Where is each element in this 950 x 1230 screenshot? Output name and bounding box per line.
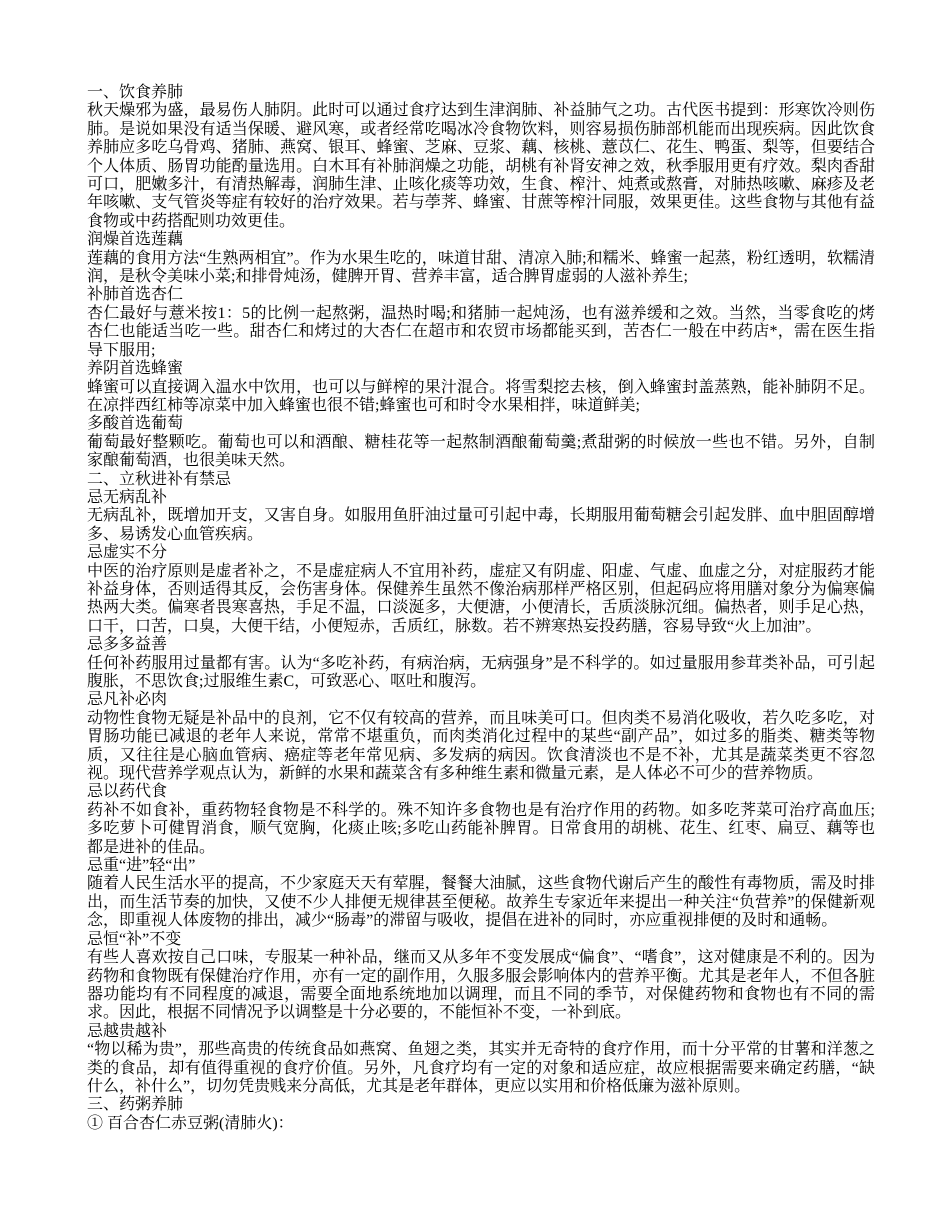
paragraph: ① 百合杏仁赤豆粥(清肺火)： [87,1114,294,1132]
paragraph: 随着人民生活水平的提高，不少家庭天天有荤腥，餐餐大油腻，这些食物代谢后产生的酸性有毒物质，需及时排出，而生活节奏的加快，又使不少人排便无规律甚至便秘。故养生专家近年来提出一种关注“负营养”的保健新观念，即重视人体废物的排出，减少“肠毒”的滞留与吸收，提倡在进补的同时，亦应重视排便的及时和通畅。 [87,875,875,930]
sub-heading: 补肺首选杏仁 [87,286,184,304]
paragraph: 莲藕的食用方法“生熟两相宜”。作为水果生吃的，味道甘甜、清凉入肺;和糯米、蜂蜜一起蒸，粉红透明，软糯清润，是秋令美味小菜;和排骨炖汤，健脾开胃、营养丰富，适合脾胃虚弱的人滋补养生; [87,249,875,286]
paragraph: 蜂蜜可以直接调入温水中饮用，也可以与鲜榨的果汁混合。将雪梨挖去核，倒入蜂蜜封盖蒸熟，能补肺阴不足。在凉拌西红柿等凉菜中加入蜂蜜也很不错;蜂蜜也可和时令水果相拌，味道鲜美; [87,378,875,414]
sub-heading: 忌以药代食 [87,783,168,801]
paragraph: 动物性食物无疑是补品中的良剂，它不仅有较高的营养，而且味美可口。但肉类不易消化吸收，若久吃多吃，对胃肠功能已减退的老年人来说，常常不堪重负，而肉类消化过程中的某些“副产品”，如过多的脂类、糖类等物质，又往往是心脑血管病、癌症等老年常见病、多发病的病因。饮食清淡也不是不补，尤其是蔬菜类更不容忽视。现代营养学观点认为，新鲜的水果和蔬菜含有多种维生素和微量元素，是人体必不可少的营养物质。 [87,709,875,783]
paragraph: 任何补药服用过量都有害。认为“多吃补药，有病治病，无病强身”是不科学的。如过量服用参茸类补品，可引起腹胀，不思饮食;过服维生素C，可致恶心、呕吐和腹泻。 [87,654,875,690]
paragraph: 有些人喜欢按自己口味，专服某一种补品，继而又从多年不变发展成“偏食”、“嗜食”，这对健康是不利的。因为药物和食物既有保健治疗作用，亦有一定的副作用，久服多服会影响体内的营养平衡。尤其是老年人，不但各脏器功能均有不同程度的减退，需要全面地系统地加以调理，而且不同的季节，对保健药物和食物也有不同的需求。因此，根据不同情况予以调整是十分必要的，不能恒补不变，一补到底。 [87,949,875,1022]
sub-heading: 润燥首选莲藕 [87,231,184,249]
section-heading: 三、药粥养肺 [87,1096,184,1114]
sub-heading: 忌虚实不分 [87,544,168,562]
paragraph: 秋天燥邪为盛，最易伤人肺阴。此时可以通过食疗达到生津润肺、补益肺气之功。古代医书提到：形寒饮冷则伤肺。是说如果没有适当保暖、避风寒，或者经常吃喝冰冷食物饮料，则容易损伤肺部机能而出现疾病。因此饮食养肺应多吃乌骨鸡、猪肺、燕窝、银耳、蜂蜜、芝麻、豆浆、藕、核桃、薏苡仁、花生、鸭蛋、梨等，但要结合个人体质、肠胃功能酌量选用。白木耳有补肺润燥之功能，胡桃有补肾安神之效，秋季服用更有疗效。梨肉香甜可口，肥嫩多汁，有清热解毒，润肺生津、止咳化痰等功效，生食、榨汁、炖煮或熬膏，对肺热咳嗽、麻疹及老年咳嗽、支气管炎等症有较好的治疗效果。若与荸荠、蜂蜜、甘蔗等榨汁同服，效果更佳。这些食物与其他有益食物或中药搭配则功效更佳。 [87,102,875,230]
article-body [87,84,875,1133]
sub-heading: 养阴首选蜂蜜 [87,360,184,378]
sub-heading: 多酸首选葡萄 [87,415,184,433]
sub-heading: 忌重“进”轻“出” [87,857,196,875]
sub-heading: 忌多多益善 [87,636,168,654]
paragraph: 中医的治疗原则是虚者补之，不是虚症病人不宜用补药，虚症又有阴虚、阳虚、气虚、血虚之分，对症服药才能补益身体，否则适得其反，会伤害身体。保健养生虽然不像治病那样严格区别，但起码应将用膳对象分为偏寒偏热两大类。偏寒者畏寒喜热，手足不温，口淡涎多，大便溏，小便清长，舌质淡脉沉细。偏热者，则手足心热，口干，口苦，口臭，大便干结，小便短赤，舌质红，脉数。若不辨寒热妄投药膳，容易导致“火上加油”。 [87,562,875,635]
paragraph: 葡萄最好整颗吃。葡萄也可以和酒酿、糖桂花等一起熬制酒酿葡萄羹;煮甜粥的时候放一些也不错。另外，自制家酿葡萄酒，也很美味天然。 [87,433,875,470]
paragraph: 药补不如食补，重药物轻食物是不科学的。殊不知许多食物也是有治疗作用的药物。如多吃荠菜可治疗高血压;多吃萝卜可健胃消食，顺气宽胸，化痰止咳;多吃山药能补脾胃。日常食用的胡桃、花生、红枣、扁豆、藕等也都是进补的佳品。 [87,801,875,856]
sub-heading: 忌恒“补”不变 [87,930,182,948]
section-heading: 二、立秋进补有禁忌 [87,470,232,488]
section-heading: 一、饮食养肺 [87,84,184,101]
paragraph: 杏仁最好与薏米按1：5的比例一起熬粥，温热时喝;和猪肺一起炖汤，也有滋养缓和之效。当然，当零食吃的烤杏仁也能适当吃一些。甜杏仁和烤过的大杏仁在超市和农贸市场都能买到，苦杏仁一般在中药店*，需在医生指导下服用; [87,304,875,359]
paragraph: 无病乱补，既增加开支，又害自身。如服用鱼肝油过量可引起中毒，长期服用葡萄糖会引起发胖、血中胆固醇增多、易诱发心血管疾病。 [87,507,875,543]
sub-heading: 忌无病乱补 [87,488,168,506]
sub-heading: 忌凡补必肉 [87,691,168,709]
sub-heading: 忌越贵越补 [87,1022,168,1040]
paragraph: “物以稀为贵”，那些高贵的传统食品如燕窝、鱼翅之类，其实并无奇特的食疗作用，而十分平常的甘薯和洋葱之类的食品，却有值得重视的食疗价值。另外，凡食疗均有一定的对象和适应症，故应根据需要来确定药膳，“缺什么，补什么”，切勿凭贵贱来分高低，尤其是老年群体，更应以实用和价格低廉为滋补原则。 [87,1041,875,1095]
